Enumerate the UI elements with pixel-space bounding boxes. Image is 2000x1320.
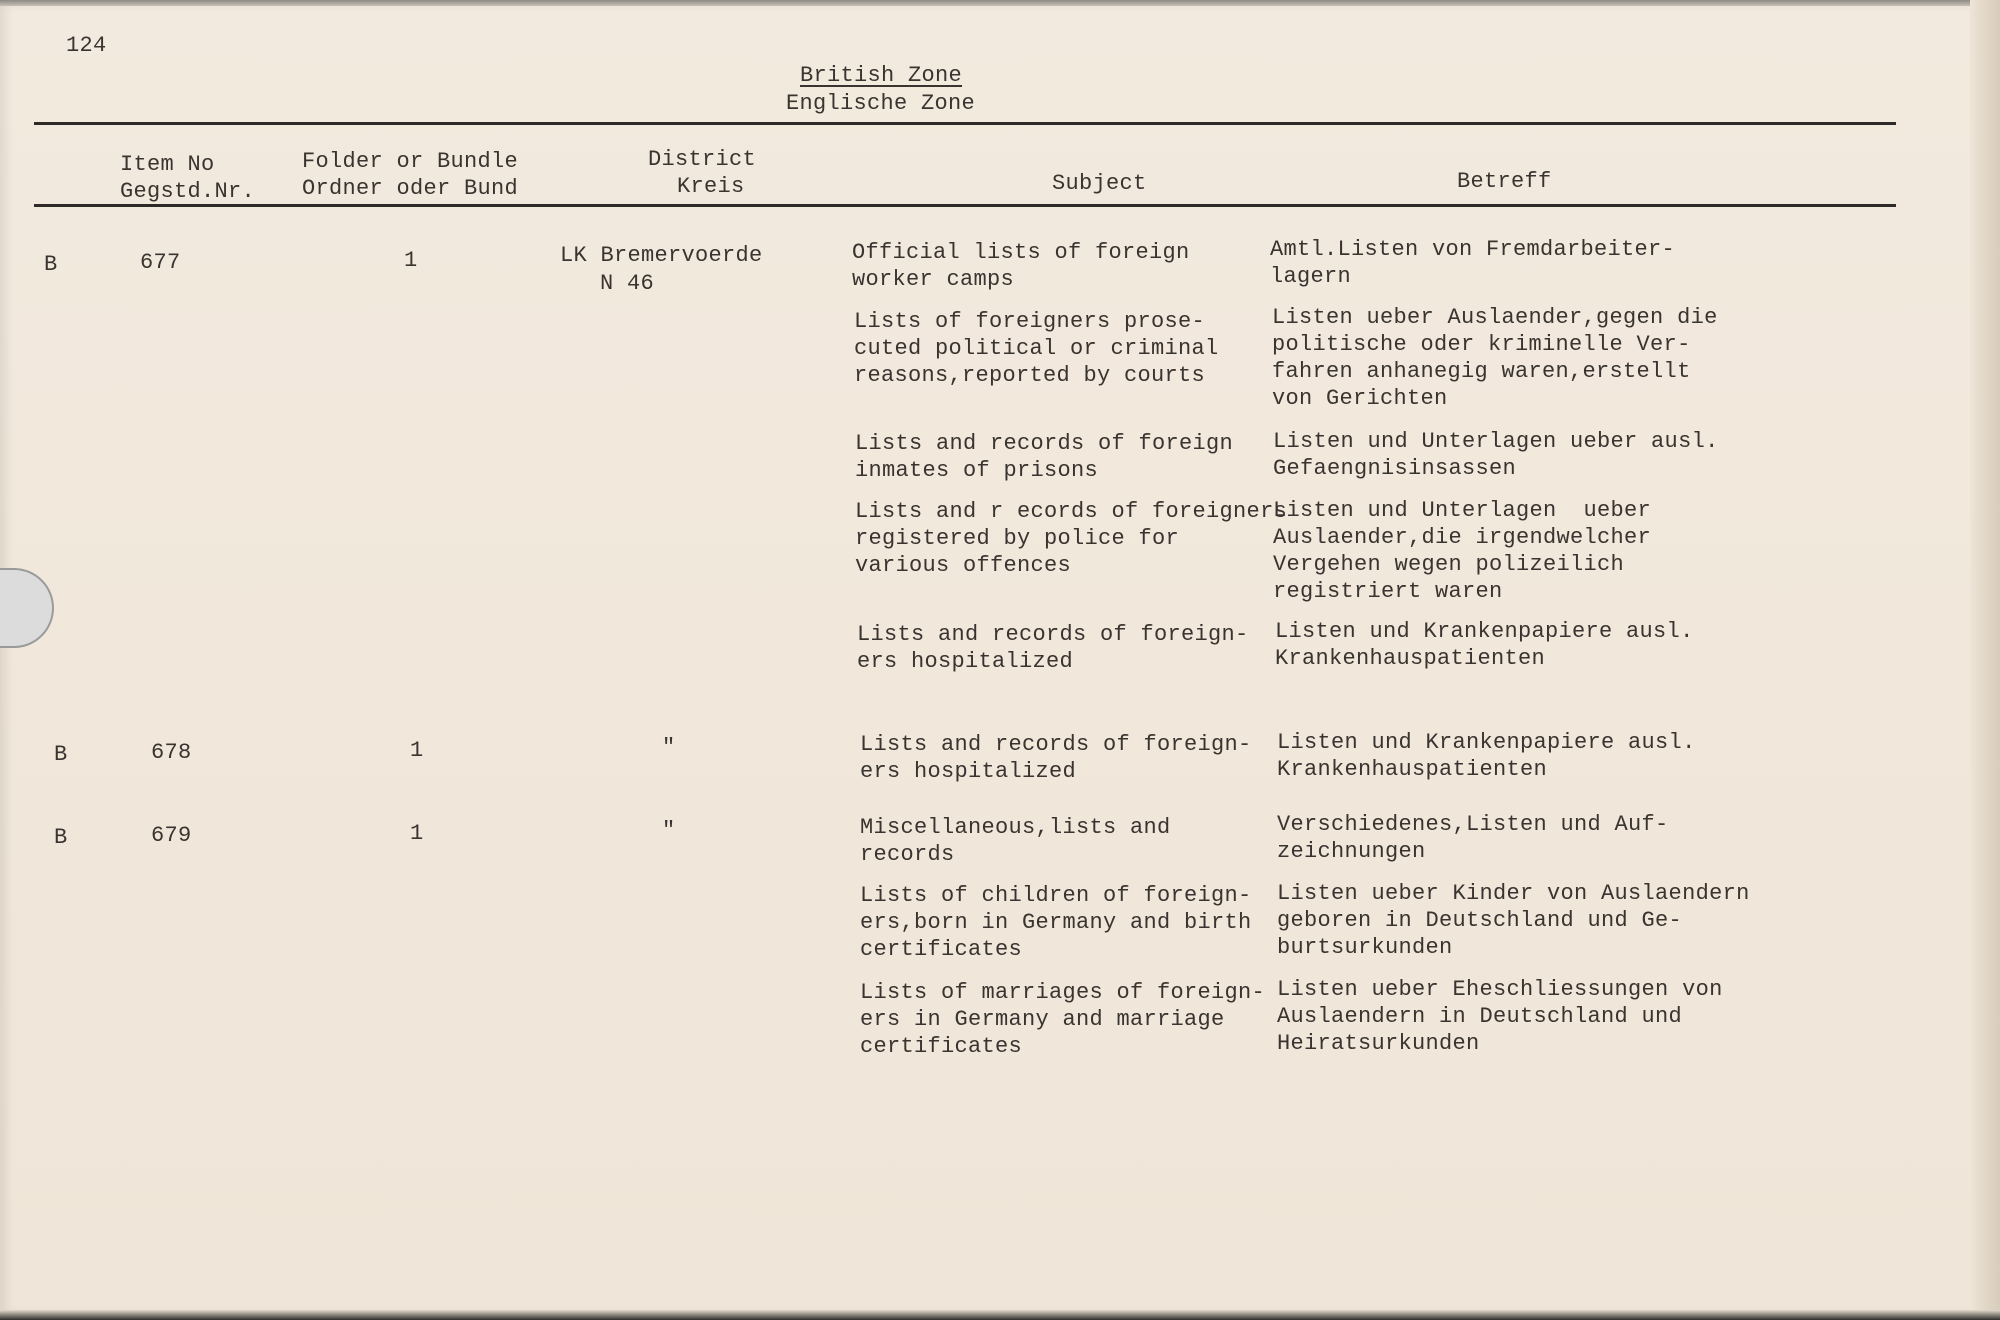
entry-subject: Official lists of foreign worker camps	[852, 240, 1190, 292]
row-folder: 1	[410, 738, 424, 763]
entry-betreff: Listen ueber Kinder von Auslaendern geboren in Deutschland und Ge- burtsurkunden	[1277, 881, 1750, 960]
entry-betreff: Amtl.Listen von Fremdarbeiter- lagern	[1270, 237, 1676, 289]
entry-betreff: Verschiedenes,Listen und Auf- zeichnungen	[1277, 812, 1669, 864]
entry-subject: Lists and records of foreign- ers hospitalized	[857, 622, 1249, 674]
row-prefix: B	[54, 825, 68, 850]
col-folder-de: Ordner oder Bund	[302, 176, 519, 201]
entry-betreff: Listen und Krankenpapiere ausl. Krankenhauspatienten	[1275, 619, 1694, 671]
entry-subject: Lists and r ecords of foreigners registered by police for various offences	[855, 499, 1288, 578]
row-district: LK Bremervoerde	[560, 243, 763, 268]
entry-betreff: Listen und Unterlagen ueber ausl. Gefaengnisinsassen	[1273, 429, 1719, 481]
entry-betreff: Listen ueber Eheschliessungen von Auslaendern in Deutschland und Heiratsurkunden	[1277, 977, 1723, 1056]
row-folder: 1	[404, 248, 418, 273]
row-item-no: 679	[151, 823, 192, 848]
zone-title-english: British Zone	[800, 63, 963, 88]
entry-betreff: Listen und Unterlagen ueber Auslaender,die irgendwelcher Vergehen wegen polizeilich registriert waren	[1273, 498, 1652, 604]
row-item-no: 677	[140, 250, 181, 275]
col-subject: Subject	[1052, 171, 1147, 196]
col-item-no-en: Item No	[120, 152, 215, 177]
zone-title-german: Englische Zone	[786, 91, 976, 116]
col-district-en: District	[648, 147, 757, 172]
row-folder: 1	[410, 821, 424, 846]
entry-subject: Miscellaneous,lists and records	[860, 815, 1171, 867]
entry-subject: Lists of marriages of foreign- ers in Germany and marriage certificates	[860, 980, 1266, 1059]
entry-betreff: Listen ueber Auslaender,gegen die politische oder kriminelle Ver- fahren anhanegig waren,erstellt von Gerichten	[1272, 305, 1718, 411]
row-item-no: 678	[151, 740, 192, 765]
col-item-no-de: Gegstd.Nr.	[120, 179, 256, 204]
col-folder-en: Folder or Bundle	[302, 149, 519, 174]
row-district-ditto: "	[662, 818, 676, 843]
row-prefix: B	[54, 742, 68, 767]
header-bottom-rule	[34, 204, 1896, 207]
row-prefix: B	[44, 252, 58, 277]
page-bottom-edge	[0, 1310, 2000, 1320]
entry-subject: Lists of children of foreign- ers,born in Germany and birth certificates	[860, 883, 1252, 962]
page-number: 124	[66, 33, 107, 58]
page-right-edge	[1970, 0, 2000, 1320]
row-district-code: N 46	[600, 271, 655, 296]
entry-subject: Lists and records of foreign inmates of prisons	[855, 431, 1234, 483]
page-top-edge	[0, 0, 2000, 6]
entry-subject: Lists of foreigners prose- cuted political or criminal reasons,reported by courts	[854, 309, 1219, 388]
col-district-de: Kreis	[677, 174, 745, 199]
col-betreff: Betreff	[1457, 169, 1552, 194]
entry-subject: Lists and records of foreign- ers hospitalized	[860, 732, 1252, 784]
entry-betreff: Listen und Krankenpapiere ausl. Krankenhauspatienten	[1277, 730, 1696, 782]
row-district-ditto: "	[662, 735, 676, 760]
header-top-rule	[34, 122, 1896, 125]
